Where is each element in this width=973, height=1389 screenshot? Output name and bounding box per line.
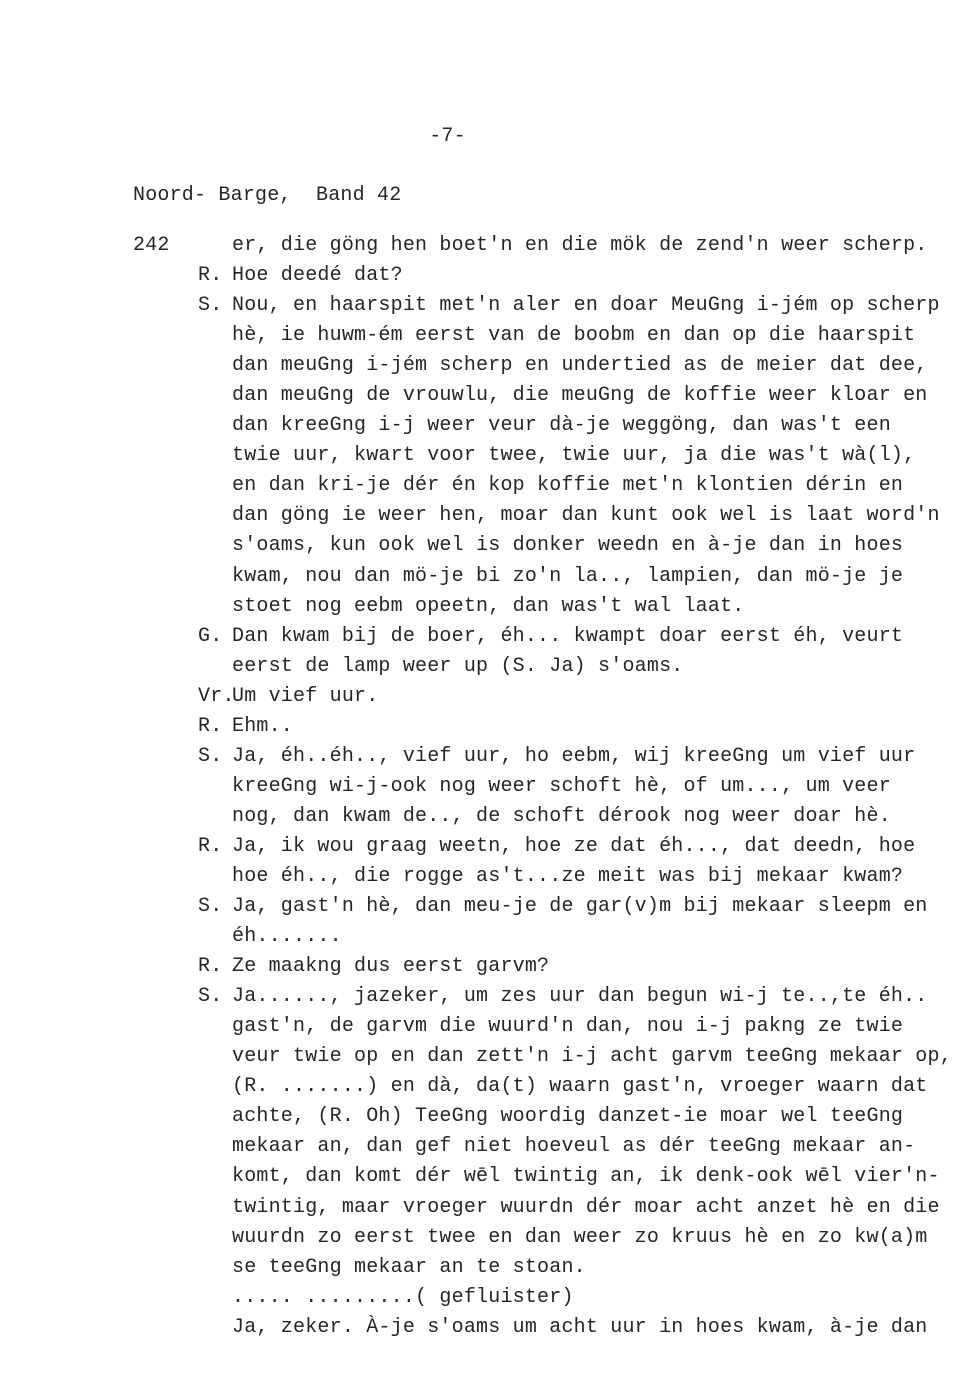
speaker-label: R. [198,264,223,288]
line-text: se teeGng mekaar an te stoan. [232,1255,586,1279]
transcript-line [133,892,963,922]
transcript-line [133,1012,963,1042]
line-reference-number [133,1132,198,1162]
line-reference-number [133,982,198,1012]
transcript-line [133,291,963,321]
transcript-line [133,1193,963,1223]
line-reference-number [133,1072,198,1102]
transcript-line [133,802,963,832]
line-reference-number [133,261,198,291]
line-reference-number [133,652,198,682]
line-reference-number [133,952,198,982]
line-text: (R. .......) en dà, da(t) waarn gast'n, vroeger waarn dat [232,1075,928,1099]
line-text: veur twie op en dan zett'n i-j acht garvm teeGng mekaar op, [232,1045,952,1069]
line-reference-number [133,682,198,712]
speaker-label [198,592,232,622]
transcript-line [133,1283,963,1313]
line-text: Hoe deedé dat? [232,264,403,288]
transcript-line [133,1042,963,1072]
transcript-line [133,1102,963,1132]
transcript-line [133,381,963,411]
transcript-line [133,1072,963,1102]
transcript-line [133,922,963,952]
transcript-line [133,1162,963,1192]
line-reference-number [133,351,198,381]
speaker-label: R. [198,955,223,979]
line-reference-number [133,321,198,351]
line-reference-number: 242 [133,234,170,257]
line-text: Ehm.. [232,714,294,738]
line-text: ..... .........( gefluister) [232,1285,574,1309]
transcript-line [133,321,963,351]
line-text: dan göng ie weer hen, moar dan kunt ook wel is laat word'n [232,504,940,528]
line-text: kwam, nou dan mö-je bi zo'n la.., lampien, dan mö-je je [232,564,904,588]
transcript-line [133,562,963,592]
speaker-label [198,381,232,411]
speaker-label [198,802,232,832]
line-reference-number [133,1253,198,1283]
line-text: en dan kri-je dér én kop koffie met'n klontien dérin en [232,474,904,498]
transcript-line [133,351,963,381]
transcript-line [133,231,963,261]
line-reference-number [133,441,198,471]
speaker-label [198,351,232,381]
speaker-label: R. [198,834,223,858]
line-reference-number [133,1283,198,1313]
line-text: hè, ie huwm-ém eerst van de boobm en dan op die haarspit [232,324,916,348]
speaker-label: Vr. [198,684,235,708]
line-reference-number [133,1223,198,1253]
line-text: komt, dan komt dér wēl twintig an, ik denk-ook wēl vier'n- [232,1165,940,1189]
transcript-line [133,261,963,291]
speaker-label [198,1193,232,1223]
speaker-label [198,321,232,351]
line-text: wuurdn zo eerst twee en dan weer zo kruus hè en zo kw(a)m [232,1225,928,1249]
transcript-line [133,952,963,982]
line-text: twie uur, kwart voor twee, twie uur, ja die was't wà(l), [232,444,916,468]
speaker-label [198,1132,232,1162]
speaker-label [198,441,232,471]
line-text: Nou, en haarspit met'n aler en doar MeuGng i-jém op scherp [232,294,940,318]
speaker-label [198,531,232,561]
speaker-label [198,471,232,501]
line-reference-number [133,1102,198,1132]
transcript-line [133,531,963,561]
line-text: twintig, maar vroeger wuurdn dér moar acht anzet hè en die [232,1195,940,1219]
line-reference-number [133,892,198,922]
transcript-line [133,712,963,742]
speaker-label: S. [198,985,223,1009]
transcript-line [133,742,963,772]
document-title: Noord- Barge, Band 42 [133,184,402,207]
speaker-label [198,772,232,802]
transcript-line [133,682,963,712]
speaker-label [198,1313,232,1343]
line-text: kreeGng wi-j-ook nog weer schoft hè, of um..., um veer [232,774,891,798]
line-reference-number [133,772,198,802]
line-text: Ja, éh..éh.., vief uur, ho eebm, wij kreeGng um vief uur [232,744,916,768]
transcript-line [133,441,963,471]
line-text: er, die göng hen boet'n en die mök de zend'n weer scherp. [232,234,928,257]
line-text: Ze maakng dus eerst garvm? [232,955,550,979]
line-reference-number [133,712,198,742]
transcript-line [133,1313,963,1343]
line-text: dan meuGng i-jém scherp en undertied as de meier dat dee, [232,354,928,378]
line-reference-number [133,742,198,772]
line-text: dan kreeGng i-j weer veur dà-je weggöng, dan was't een [232,414,891,438]
line-reference-number [133,291,198,321]
speaker-label [198,231,232,261]
line-reference-number [133,411,198,441]
transcript-line [133,862,963,892]
speaker-label: S. [198,744,223,768]
speaker-label [198,411,232,441]
speaker-label [198,1012,232,1042]
line-text: stoet nog eebm opeetn, dan was't wal laat. [232,594,745,618]
line-reference-number [133,471,198,501]
speaker-label [198,1102,232,1132]
transcript-line [133,982,963,1012]
transcript-line [133,471,963,501]
line-text: s'oams, kun ook wel is donker weedn en à-je dan in hoes [232,534,904,558]
line-text: Um vief uur. [232,684,379,708]
line-reference-number [133,592,198,622]
line-text: eerst de lamp weer up (S. Ja) s'oams. [232,654,684,678]
page-number: -7- [429,125,466,148]
line-reference-number [133,1193,198,1223]
line-reference-number [133,1042,198,1072]
transcript-line [133,832,963,862]
line-text: mekaar an, dan gef niet hoeveul as dér teeGng mekaar an- [232,1135,916,1159]
line-reference-number [133,1012,198,1042]
speaker-label: G. [198,624,223,648]
speaker-label [198,1253,232,1283]
line-text: achte, (R. Oh) TeeGng woordig danzet-ie moar wel teeGng [232,1105,904,1129]
speaker-label [198,1162,232,1192]
transcript-line [133,1223,963,1253]
line-reference-number [133,832,198,862]
transcript-line [133,1253,963,1283]
transcript-line [133,411,963,441]
line-text: Ja, zeker. À-je s'oams um acht uur in hoes kwam, à-je dan [232,1315,928,1339]
line-text: dan meuGng de vrouwlu, die meuGng de koffie weer kloar en [232,384,928,408]
speaker-label [198,922,232,952]
line-text: gast'n, de garvm die wuurd'n dan, nou i-j pakng ze twie [232,1015,904,1039]
line-text: hoe éh.., die rogge as't...ze meit was bij mekaar kwam? [232,864,904,888]
line-text: éh....... [232,925,342,949]
speaker-label [198,501,232,531]
line-text: Dan kwam bij de boer, éh... kwampt doar eerst éh, veurt [232,624,904,648]
speaker-label [198,1072,232,1102]
speaker-label: R. [198,714,223,738]
line-reference-number [133,1162,198,1192]
line-text: nog, dan kwam de.., de schoft dérook nog weer doar hè. [232,804,891,828]
speaker-label [198,652,232,682]
line-text: Ja, ik wou graag weetn, hoe ze dat éh..., dat deedn, hoe [232,834,916,858]
speaker-label: S. [198,895,223,919]
line-reference-number [133,862,198,892]
line-reference-number [133,562,198,592]
speaker-label [198,562,232,592]
speaker-label [198,1283,232,1313]
speaker-label [198,1042,232,1072]
speaker-label [198,862,232,892]
line-reference-number [133,501,198,531]
transcript-line [133,501,963,531]
line-text: Ja......, jazeker, um zes uur dan begun wi-j te..,te éh.. [232,985,928,1009]
transcript-body [133,231,963,1343]
transcript-line [133,592,963,622]
line-reference-number [133,1313,198,1343]
speaker-label [198,1223,232,1253]
transcript-line [133,1132,963,1162]
transcript-line [133,772,963,802]
line-reference-number [133,531,198,561]
line-text: Ja, gast'n hè, dan meu-je de gar(v)m bij mekaar sleepm en [232,895,928,919]
speaker-label: S. [198,294,223,318]
line-reference-number [133,922,198,952]
line-reference-number [133,381,198,411]
transcript-line [133,622,963,652]
line-reference-number [133,802,198,832]
transcript-line [133,652,963,682]
line-reference-number [133,622,198,652]
